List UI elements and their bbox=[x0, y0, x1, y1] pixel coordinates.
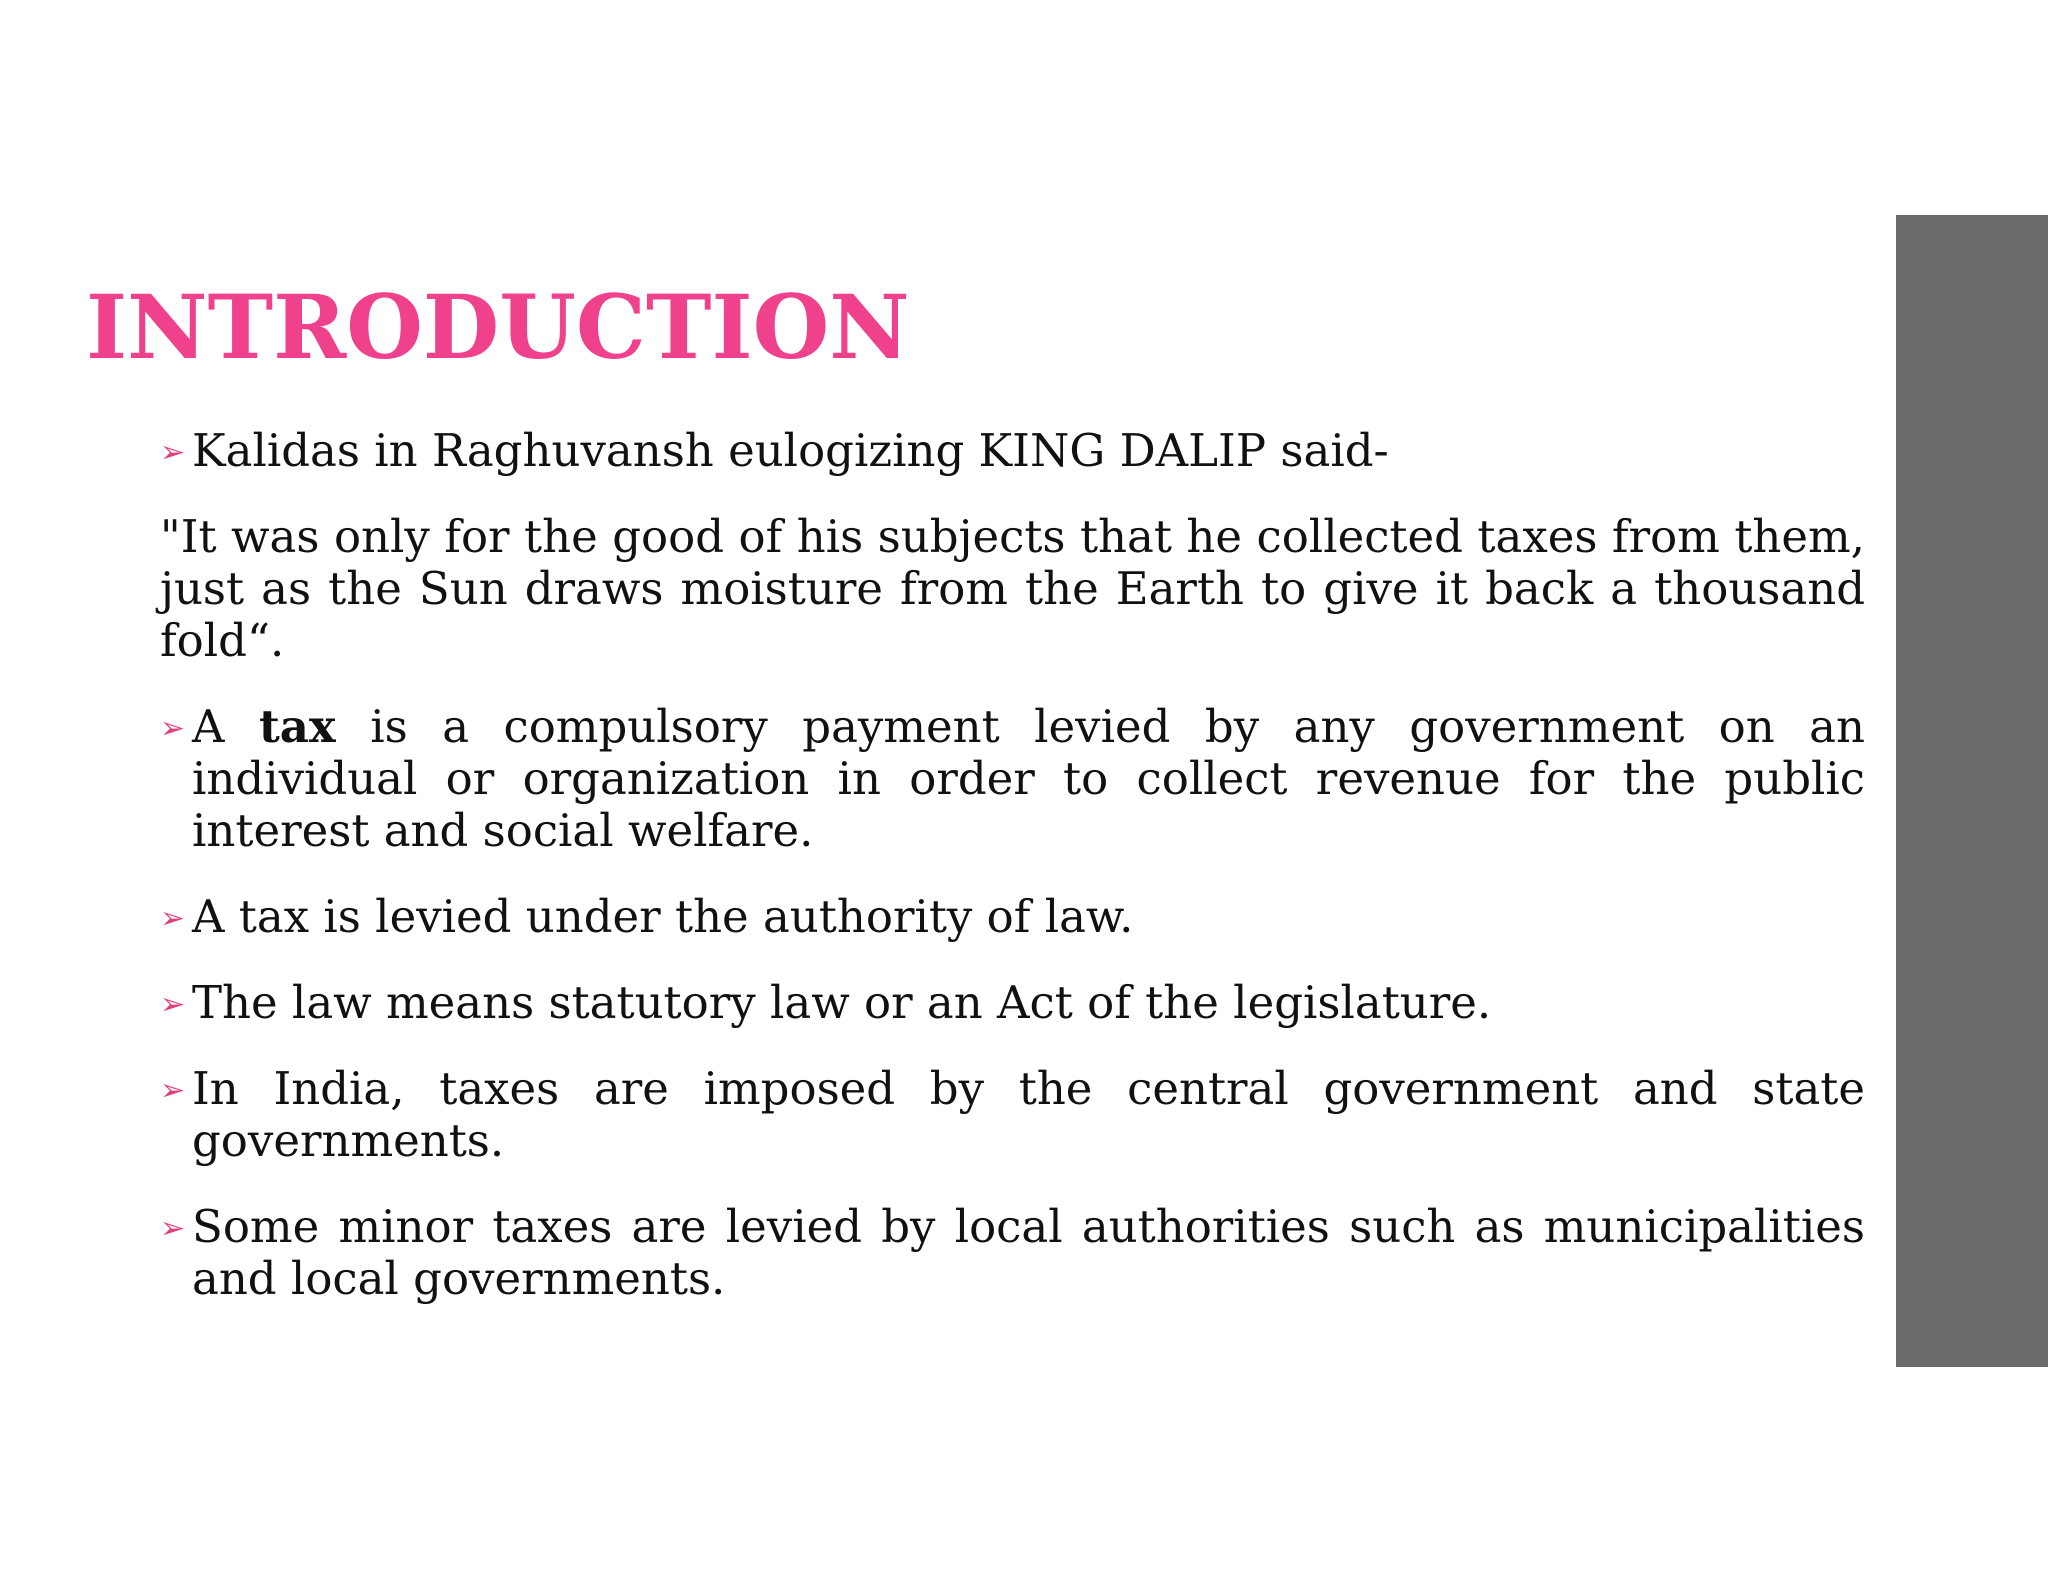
bullet-text: A tax is levied under the authority of law. bbox=[192, 890, 1134, 943]
bullet-item-minor-taxes bbox=[160, 1201, 1865, 1305]
arrow-bullet-icon: ➢ bbox=[160, 987, 186, 1022]
slide-title: INTRODUCTION bbox=[86, 275, 910, 379]
bullet-text: In India, taxes are imposed by the central government and state governments. bbox=[192, 1062, 1865, 1167]
arrow-bullet-icon: ➢ bbox=[160, 1073, 186, 1108]
bullet-item-india-taxes bbox=[160, 1063, 1865, 1167]
bullet-text: Some minor taxes are levied by local authorities such as municipalities and local governments. bbox=[192, 1200, 1865, 1305]
arrow-bullet-icon: ➢ bbox=[160, 1211, 186, 1246]
bullet-item-statutory-law bbox=[160, 977, 1865, 1029]
side-accent-bar bbox=[1896, 215, 2048, 1367]
arrow-bullet-icon: ➢ bbox=[160, 901, 186, 936]
bullet-item-kalidas bbox=[160, 425, 1865, 477]
bullet-text-post: is a compulsory payment levied by any government on an individual or organization in order to collect revenue for the public interest and social welfare. bbox=[192, 700, 1865, 857]
bullet-text-pre: A bbox=[192, 700, 259, 753]
arrow-bullet-icon: ➢ bbox=[160, 711, 186, 746]
quote-text: "It was only for the good of his subjects that he collected taxes from them, just as the Sun draws moisture from the Earth to give it back a thousand fold“. bbox=[160, 510, 1865, 667]
bullet-text: Kalidas in Raghuvansh eulogizing KING DALIP said- bbox=[192, 424, 1389, 477]
arrow-bullet-icon: ➢ bbox=[160, 435, 186, 470]
bullet-item-tax-definition bbox=[160, 701, 1865, 857]
bullet-item-authority-of-law bbox=[160, 891, 1865, 943]
bullet-text-bold: tax bbox=[258, 700, 336, 753]
bullet-text: The law means statutory law or an Act of the legislature. bbox=[192, 976, 1492, 1029]
slide-content bbox=[160, 425, 1865, 1339]
